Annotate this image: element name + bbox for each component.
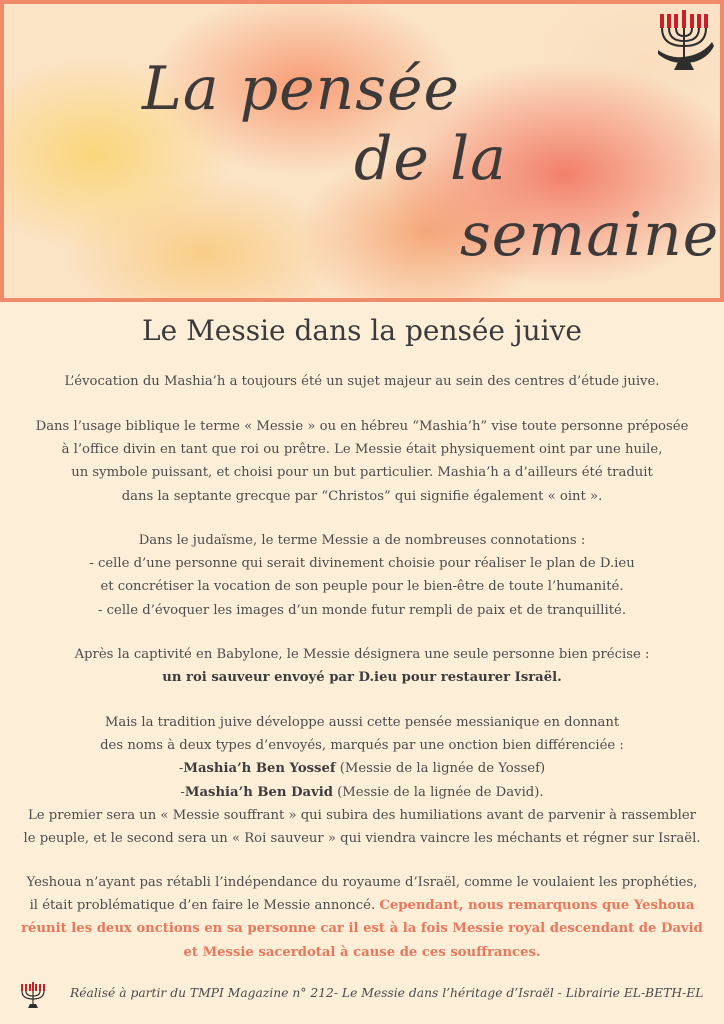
- paragraph-biblical-usage: [20, 415, 704, 508]
- text-line: L’évocation du Mashia’h a toujours été un sujet majeur au sein des centres d’étude juive.: [64, 374, 660, 389]
- paragraph-yeshoua: [20, 871, 704, 964]
- text-line: [20, 894, 704, 917]
- text-line: Le premier sera un « Messie souffrant » qui subira des humiliations avant de parvenir à rassembler: [28, 807, 696, 823]
- bold-name: Mashia’h Ben Yossef: [183, 761, 336, 777]
- list-item-detail: (Messie de la lignée de Yossef): [335, 761, 546, 777]
- banner-title-line-2: de la: [354, 124, 507, 194]
- header-banner: [0, 0, 724, 302]
- highlighted-text: Cependant, nous remarquons que Yeshoua: [379, 898, 695, 914]
- list-dash: -: [178, 761, 184, 777]
- highlighted-text: et Messie sacerdotal à cause de ces souffrances.: [183, 944, 541, 960]
- text-line: Dans l’usage biblique le terme « Messie » ou en hébreu “Mashia’h” vise toute personne préposée: [35, 419, 689, 434]
- article-heading: Le Messie dans la pensée juive: [142, 314, 582, 347]
- text-line: Mais la tradition juive développe aussi cette pensée messianique en donnant: [104, 715, 620, 730]
- list-dash: -: [180, 784, 185, 800]
- text-line: un symbole puissant, et choisi pour un but particulier. Mashia’h a d’ailleurs été traduit: [71, 465, 653, 481]
- text-line: - celle d’une personne qui serait divinement choisie pour réaliser le plan de D.ieu: [89, 556, 635, 572]
- list-item-ben-david: [20, 781, 704, 804]
- bold-text-line: un roi sauveur envoyé par D.ieu pour restaurer Israël.: [162, 670, 562, 686]
- text-line: et concrétiser la vocation de son peuple pour le bien-être de toute l’humanité.: [100, 579, 624, 595]
- text-line: Yeshoua n’ayant pas rétabli l’indépendance du royaume d’Israël, comme le voulaient les prophéties,: [26, 875, 698, 890]
- paragraph-babylon: [20, 643, 704, 689]
- menorah-shofar-icon: [652, 8, 716, 74]
- highlighted-text: réunit les deux onctions en sa personne car il est à la fois Messie royal descendant de David: [21, 921, 703, 937]
- text-line: dans la septante grecque par “Christos” qui signifie également « oint ».: [121, 488, 603, 504]
- paragraph-two-messiahs: [20, 711, 704, 850]
- text-line: Après la captivité en Babylone, le Messie désignera une seule personne bien précise :: [74, 647, 650, 662]
- text-line: Dans le judaïsme, le terme Messie a de nombreuses connotations :: [138, 533, 586, 548]
- banner-title-line-3: semaine: [460, 200, 720, 270]
- paragraph-connotations: [20, 529, 704, 622]
- text-line: - celle d’évoquer les images d’un monde futur rempli de paix et de tranquillité.: [97, 602, 627, 618]
- text-line: à l’office divin en tant que roi ou prêtre. Le Messie était physiquement oint par une huile,: [61, 442, 663, 458]
- list-item-ben-yossef: [20, 757, 704, 780]
- list-item-detail: (Messie de la lignée de David).: [332, 784, 544, 800]
- bold-name: Mashia’h Ben David: [184, 784, 333, 800]
- text-line: le peuple, et le second sera un « Roi sauveur » qui viendra vaincre les méchants et régner sur Israël.: [23, 831, 701, 847]
- plain-text: il était problématique d’en faire le Messie annoncé.: [29, 898, 380, 914]
- menorah-icon: [18, 980, 48, 1010]
- banner-title-line-1: La pensée: [142, 54, 461, 124]
- text-line: des noms à deux types d’envoyés, marqués par une onction bien différenciée :: [100, 738, 624, 754]
- footer-credit: Réalisé à partir du TMPI Magazine n° 212- Le Messie dans l’héritage d’Israël - Librairie EL-BETH-EL: [70, 986, 704, 1000]
- paragraph-intro: [20, 370, 704, 393]
